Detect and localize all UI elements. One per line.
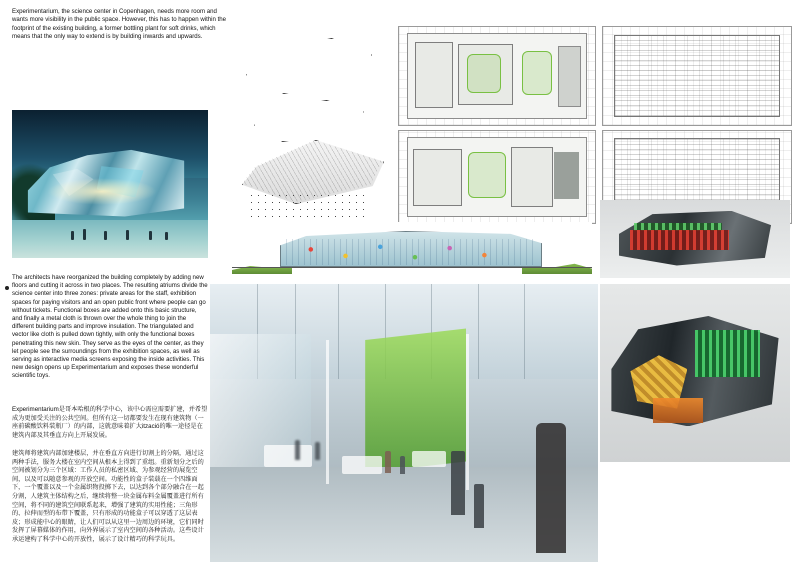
model-photo-yellow-panels [600,284,790,462]
render-exhibit-table [412,451,446,467]
chinese-paragraph-1: Experimentarium是哥本哈根的科学中心，该中心需应需要扩建，并希望成为更加受关注的公共空间。但所有这一切都要发生在现有建筑物（一座前碳酸饮料装瓶厂）的内部，这就意味着扩大ització的唯一途径是在建筑内部及其垂直方向上开展发展。 [12,406,208,439]
architects-paragraph: The architects have reorganized the building completely by adding new floors and cutting it across in two places. The resulting atriums divide the science center into three zones: private areas for the staff, exhibition spaces for paying visitors and an open public front where people can go without tickets. Functional boxes are added onto this basic structure, and finally a metal cloth is thrown over the whole thing to join the different building parts and improve insulation. The triangulated and vector like cloth is pulled down tightly, with only the functional boxes penetrating this new skin. They serve as the eyes of the center, as they let people see the surroundings from the exhibition spaces, as well as serving as interactive media screens exposing the inside activities. This new design opens up Experimentarium and exposes these wonderful scientific toys. [12,274,208,380]
plan-room [413,149,461,206]
model-red-led-strip [630,230,729,250]
render-visitor [400,456,405,474]
photo-person [126,230,129,240]
photo-person [149,231,152,240]
interior-render [210,284,598,562]
plan-green-zone [522,51,553,95]
photo-interior-glow [47,178,157,205]
render-visitor-foreground [451,451,465,515]
photo-person [71,231,74,240]
render-visitor-child [474,484,484,528]
section-ground-line [232,267,592,268]
plan-service-core [558,46,581,107]
render-exhibit-table [264,445,312,467]
plan-outline [407,33,587,119]
photo-foreground [12,220,208,258]
model-orange-panel [653,398,702,423]
plan-outline [407,137,587,218]
render-exhibit-table [342,456,382,474]
text-bullet-marker [5,286,9,290]
axo-middle-volume [254,100,364,142]
plan-structural-grid [614,35,779,117]
axo-upper-volume [246,38,372,94]
axo-people-dots [248,192,368,218]
photo-person [83,229,86,240]
plan-room [415,42,453,108]
model-photo-red-led [600,200,790,278]
render-visitor [315,442,320,460]
floor-plan-3 [602,26,792,126]
intro-paragraph: Experimentarium, the science center in Copenhagen, needs more room and wants more visibility in the public space. However, this has to happen within the footprint of the existing building, a former bottling plant for soft drinks, which means that the only way to extend is by building inwards and upwards. [12,8,227,41]
plan-service-core [554,152,579,199]
plan-green-zone [467,54,501,93]
render-visitor-foreground [536,423,566,553]
render-visitor [385,451,391,473]
floor-plan-2 [398,130,596,224]
exterior-night-photo [12,110,208,258]
plan-green-zone [468,152,506,198]
render-column [466,334,469,490]
photo-person [104,231,107,240]
longitudinal-section [232,222,592,282]
photo-person [165,232,168,240]
model-green-panel [695,330,760,376]
section-media-facade [286,239,534,265]
chinese-paragraph-2: 建筑师将建筑内部加建楼层，并在垂直方向进行切割上的分隔，通过这两种手法，服务大楼在室内空间从根本上得到了重组。重新划分之后的空间被划分为三个区域：工作人员的私密区域、为参观经营的展览空间，以及可以随意参观的开放空间。功能性的盒子装载在一个四维面下，一个覆盖以及一个金属织物投掷下去，以达到各个部分融合在一起分割，人建筑主体结构之后，继续将整一块金属布料金属覆盖进行所有空间，将不同的建筑空间联系起来，增强了建筑的实用性能；三角形的、拉伸而型的布带下覆盖，只有形成的功能盒子可以穿透了这层表皮；形成能中心的眼睛，让人们可以从这里一边周边的环境，它们同时发挥了屏幕媒体的作用，向外界展示了室内空间的各种活动。这些设计承运建构了科学中心的开放性，展示了设计精巧的科学玩具。 [12,450,204,543]
axonometric-diagrams [232,14,392,219]
plan-room [511,147,552,207]
floor-plan-1 [398,26,596,126]
render-column [326,340,329,485]
render-visitor [295,440,300,460]
render-ceiling-rib [478,284,479,379]
render-ceiling-rib [338,284,339,379]
render-ceiling-rib [524,284,525,379]
